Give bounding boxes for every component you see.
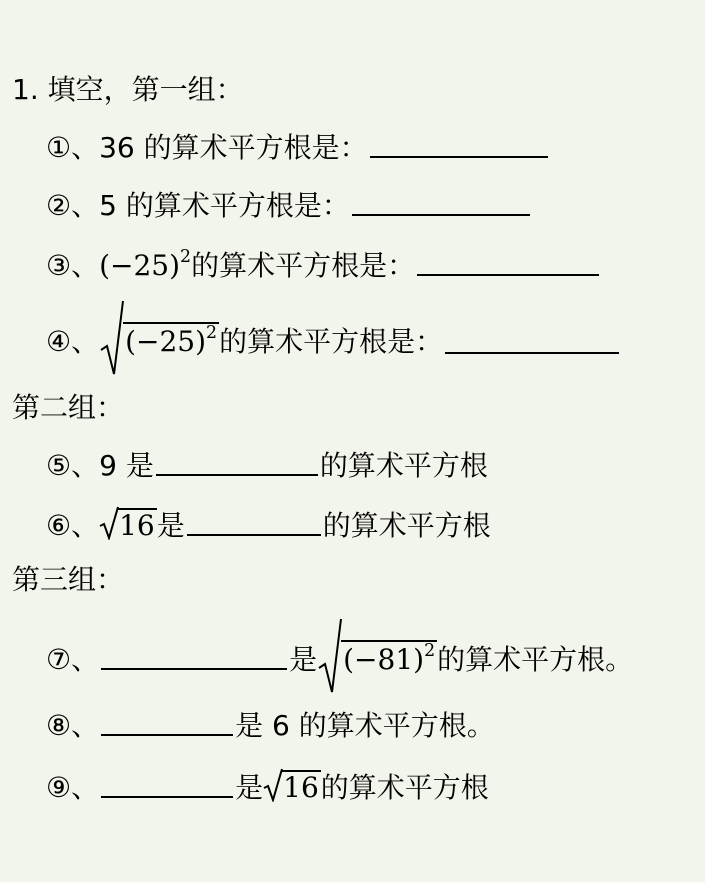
item-7-prefix: ⑦、: [46, 643, 100, 676]
item-1-text: ①、36 的算术平方根是：: [46, 131, 368, 164]
radical-sign-icon: [263, 768, 283, 802]
item-1: [46, 131, 550, 164]
answer-blank-8[interactable]: [101, 733, 233, 736]
answer-blank-3[interactable]: [417, 273, 599, 276]
heading-text: 1. 填空，第一组：: [12, 73, 244, 106]
item-7-radicand: [341, 640, 437, 674]
item-2-text: ②、5 的算术平方根是：: [46, 189, 350, 222]
item-7-exponent: 2: [424, 641, 436, 662]
item-3-suffix: 的算术平方根是：: [191, 249, 416, 282]
item-4-sqrt: [99, 300, 219, 378]
answer-blank-2[interactable]: [352, 213, 530, 216]
item-5-prefix: ⑤、9 是: [46, 449, 154, 482]
item-9-sqrt: [263, 768, 321, 802]
item-6-suffix: 的算术平方根: [322, 509, 491, 542]
item-7-mid: 是: [289, 643, 318, 676]
item-4-radicand: [123, 322, 219, 356]
answer-blank-1[interactable]: [370, 155, 548, 158]
item-5: [46, 449, 488, 482]
answer-blank-6[interactable]: [187, 533, 321, 536]
radical-sign-icon: [99, 506, 119, 540]
item-4-base: (−25): [125, 325, 207, 358]
radical-sign-icon: [99, 300, 125, 378]
item-9-suffix: 的算术平方根: [320, 771, 489, 804]
item-6-prefix: ⑥、: [46, 509, 100, 542]
item-7-suffix: 的算术平方根。: [437, 643, 634, 676]
group-3-title-text: 第三组：: [12, 563, 125, 596]
item-7-base: (−81): [343, 643, 425, 676]
answer-blank-5[interactable]: [156, 473, 318, 476]
item-7: [46, 618, 633, 696]
question-heading: [12, 73, 244, 106]
group-3-title: [12, 563, 125, 596]
item-6: [46, 506, 491, 540]
item-3-exponent: 2: [180, 247, 192, 268]
item-9: [46, 768, 489, 802]
item-5-suffix: 的算术平方根: [319, 449, 488, 482]
item-6-radicand: 16: [119, 509, 155, 542]
item-8-prefix: ⑧、: [46, 709, 100, 742]
answer-blank-9[interactable]: [101, 795, 233, 798]
item-4-suffix: 的算术平方根是：: [219, 325, 444, 358]
item-8: [46, 709, 495, 742]
item-8-suffix: 是 6 的算术平方根。: [235, 709, 495, 742]
item-9-prefix: ⑨、: [46, 771, 100, 804]
group-2-title-text: 第二组：: [12, 391, 125, 424]
radical-sign-icon: [317, 618, 343, 696]
item-4-exponent: 2: [206, 323, 218, 344]
item-2: [46, 189, 532, 222]
item-6-mid: 是: [156, 509, 185, 542]
item-4-prefix: ④、: [46, 325, 100, 358]
item-3: [46, 247, 601, 282]
group-2-title: [12, 391, 125, 424]
item-3-prefix: ③、: [46, 249, 100, 282]
item-6-sqrt: [99, 506, 157, 540]
item-9-radicand: 16: [283, 771, 319, 804]
answer-blank-4[interactable]: [445, 351, 619, 354]
answer-blank-7[interactable]: [101, 667, 287, 670]
item-3-expression: [99, 247, 192, 282]
item-4: [46, 300, 621, 378]
item-3-base: (−25): [99, 249, 181, 282]
item-9-mid: 是: [235, 771, 264, 804]
item-7-sqrt: [317, 618, 437, 696]
